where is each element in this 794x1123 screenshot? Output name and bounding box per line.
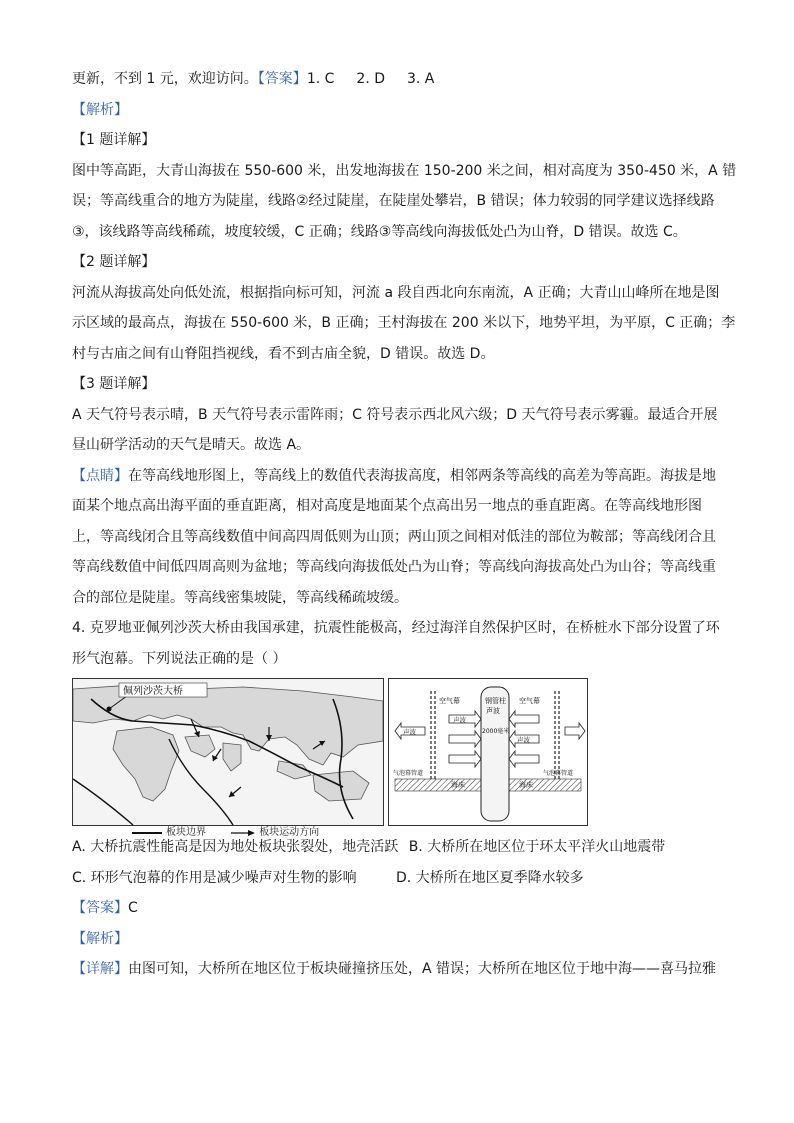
q4-stem-line: 4. 克罗地亚佩列沙茨大桥由我国承建，抗震性能极高，经过海洋自然保护区时，在桥桩水下部分设置了环 xyxy=(72,620,720,636)
pile-noise-label: 声波 xyxy=(486,707,500,715)
tip-paragraph-line: 上，等高线闭合且等高线数值中间高四周低则为山顶；两山顶之间相对低洼的部位为鞍部；等高线闭合且 xyxy=(72,528,716,545)
q4-options-row xyxy=(72,863,722,894)
tip-paragraph-line: 面某个地点高出海平面的垂直距离，相对高度是地面某个点高出另一地点的垂直距离。在等高线地形图 xyxy=(72,498,702,514)
option-a: A. 大桥抗震性能高是因为地处板块张裂处，地壳活跃 xyxy=(72,839,399,855)
air-curtain-right-label: 空气幕 xyxy=(519,697,540,705)
bubble-curtain-diagram xyxy=(388,678,588,826)
q4-stem-line: 形气泡幕。下列说法正确的是（ ） xyxy=(72,650,287,667)
q3-heading: 【3 题详解】 xyxy=(72,376,156,392)
air-curtain-left-label: 空气幕 xyxy=(439,697,460,705)
bubble-curtain-svg xyxy=(389,679,587,825)
seabed-right-label: 海床 xyxy=(519,781,533,789)
plate-map xyxy=(72,678,384,826)
q2-paragraph-line: 河流从海拔高处向低处流，根据指向标可知，河流 a 段自西北向东南流，A 正确；大青山山峰所在地是图 xyxy=(72,284,720,301)
detail-paragraph-line: 【详解】由图可知，大桥所在地区位于板块碰撞挤压处，A 错误；大桥所在地区位于地中海——喜马拉雅 xyxy=(72,961,717,977)
document-page xyxy=(72,64,737,985)
pile-depth-label: 2000毫米 xyxy=(482,728,510,735)
q1-paragraph-line: ③，该线路等高线稀疏，坡度较缓，C 正确；线路③等高线向海拔低处凸为山脊，D 错误。故选 C。 xyxy=(72,223,687,240)
tip-label: 【点睛】 xyxy=(72,467,128,484)
q1-heading: 【1 题详解】 xyxy=(72,132,156,148)
q3-paragraph-line: A 天气符号表示晴，B 天气符号表示雷阵雨；C 符号表示西北风六级；D 天气符号表示雾霾。最适合开展 xyxy=(72,406,718,423)
q1-paragraph-line: 误；等高线重合的地方为陡崖，线路②经过陡崖，在陡崖处攀岩，B 错误；体力较弱的同学建议选择线路 xyxy=(72,193,715,209)
steel-pile-label: 钢管柱 xyxy=(485,697,506,705)
option-d: D. 大桥所在地区夏季降水较多 xyxy=(396,869,584,886)
option-c: C. 环形气泡幕的作用是减少噪声对生物的影响 xyxy=(72,869,357,886)
answer-label: 【答案】 xyxy=(257,71,307,87)
sound-left-label: 声波 xyxy=(403,728,416,736)
sound-right-label: 声波 xyxy=(517,736,530,744)
motion-arrow-icon xyxy=(231,829,255,837)
map-legend xyxy=(132,826,341,840)
legend-boundary: 板块边界 xyxy=(132,826,206,840)
q2-paragraph-line: 示区域的最高点，海拔在 550-600 米，B 正确；王村海拔在 200 米以下，地势平坦，为平原，C 正确；李 xyxy=(72,315,736,331)
q4-answer: 【答案】C xyxy=(72,900,138,916)
answer-line: 更新，不到 1 元，欢迎访问。【答案】1. C 2. D 3. A xyxy=(72,71,435,87)
boundary-line-icon xyxy=(132,829,162,837)
detail-label: 【详解】 xyxy=(72,961,128,977)
map-title-label: 佩列沙茨大桥 xyxy=(123,686,183,697)
analysis-heading: 【解析】 xyxy=(72,101,128,118)
wave-label: 声波 xyxy=(453,716,466,724)
q3-paragraph-line: 昼山研学活动的天气是晴天。故选 A。 xyxy=(72,437,311,453)
q2-heading: 【2 题详解】 xyxy=(72,254,156,270)
pipe-right-label: 气泡幕管道 xyxy=(543,770,574,777)
tip-paragraph-line: 合的部位是陡崖。等高线密集坡陡，等高线稀疏坡缓。 xyxy=(72,589,408,606)
analysis-heading: 【解析】 xyxy=(72,930,128,947)
q4-figure xyxy=(72,678,722,838)
legend-motion: 板块运动方向 xyxy=(231,826,319,840)
tip-paragraph-line: 等高线数值中间低四周高则为盆地；等高线向海拔低处凸为山脊；等高线向海拔高处凸为山谷；等高线重 xyxy=(72,559,716,575)
tip-paragraph-line: 【点睛】在等高线地形图上，等高线上的数值代表海拔高度，相邻两条等高线的高差为等高距。海拔是地 xyxy=(72,467,716,484)
q2-paragraph-line: 村与古庙之间有山脊阻挡视线，看不到古庙全貌，D 错误。故选 D。 xyxy=(72,345,495,362)
pipe-left-label: 气泡幕管道 xyxy=(393,770,424,777)
seabed-left-label: 海床 xyxy=(451,781,465,789)
q1-paragraph-line: 图中等高距，大青山海拔在 550-600 米，出发地海拔在 150-200 米之间，相对高度为 350-450 米，A 错 xyxy=(72,162,737,179)
option-b: B. 大桥所在地区位于环太平洋火山地震带 xyxy=(408,839,666,855)
plate-map-svg xyxy=(73,679,383,825)
